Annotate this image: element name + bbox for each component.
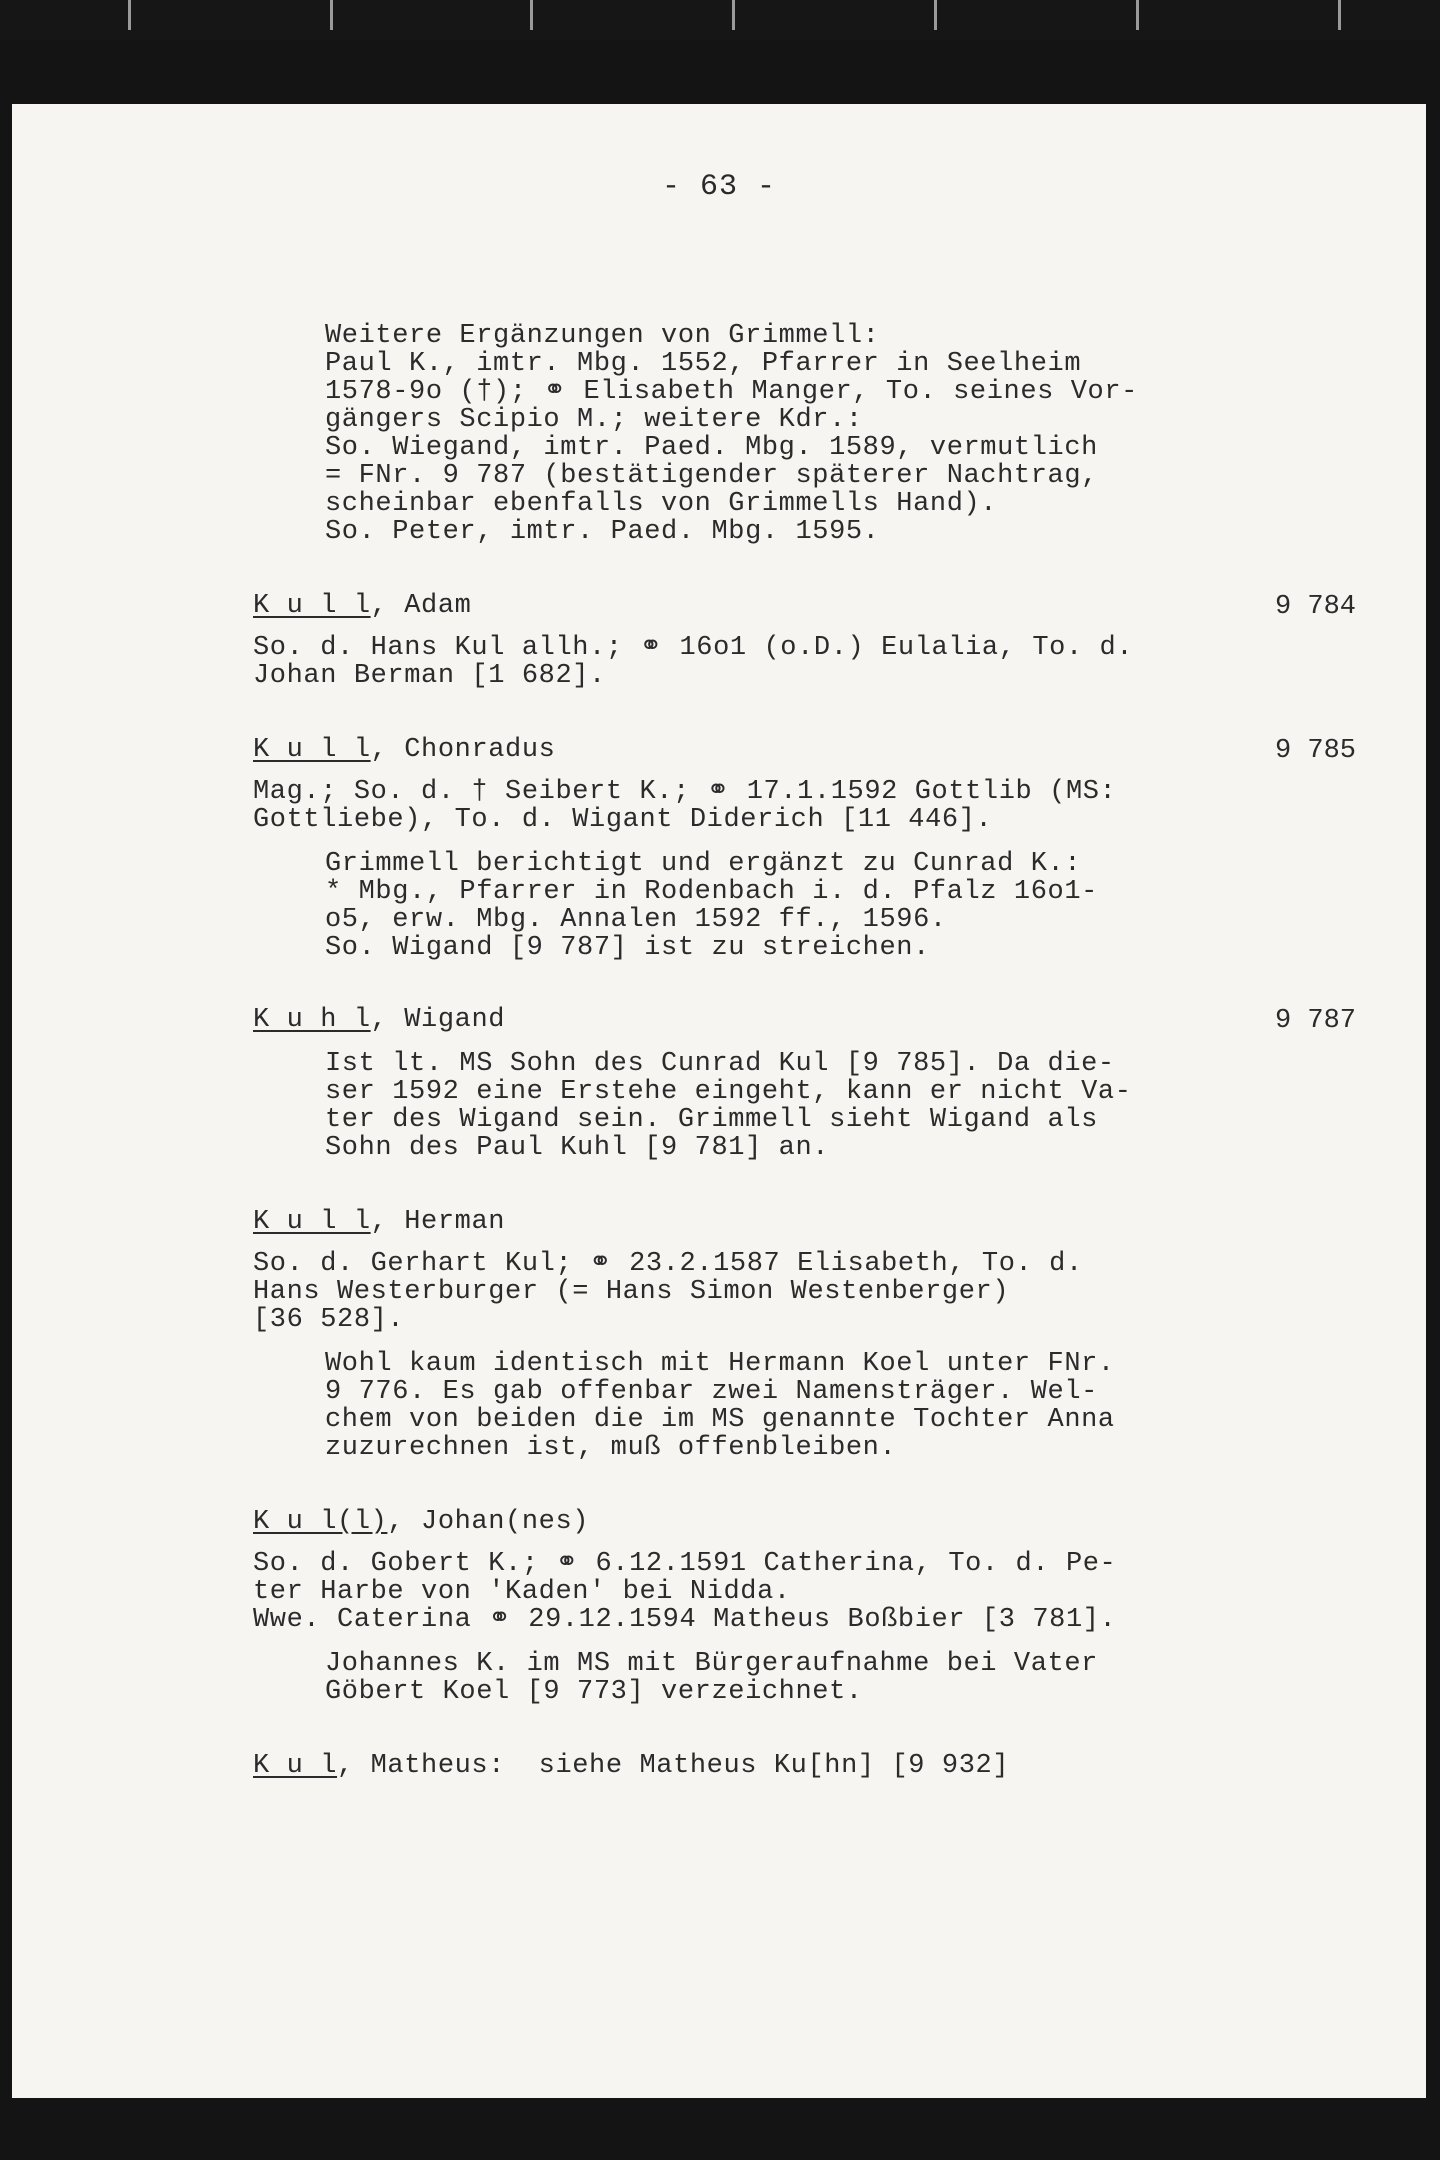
entry-fnr: 9 785 <box>1274 736 1356 766</box>
entry-fnr: 9 784 <box>1274 592 1356 622</box>
ruler-tick <box>732 0 735 30</box>
intro-line: gängers Scipio M.; weitere Kdr.: <box>325 405 863 435</box>
entry-body-line: Hans Westerburger (= Hans Simon Westenberger) <box>253 1277 1010 1307</box>
entry-body-line: Wwe. Caterina ⚭ 29.12.1594 Matheus Boßbier [3 781]. <box>253 1605 1117 1635</box>
entry-heading <box>253 736 555 764</box>
entry-note-line: Göbert Koel [9 773] verzeichnet. <box>325 1677 863 1707</box>
entry-cross-reference: , Matheus: siehe Matheus Ku[hn] [9 932] <box>337 1751 1010 1781</box>
entry-heading <box>253 1006 505 1034</box>
entry-note-line: So. Wigand [9 787] ist zu streichen. <box>325 933 930 963</box>
entry-note-line: Ist lt. MS Sohn des Cunrad Kul [9 785]. Da die- <box>325 1049 1115 1079</box>
entry-heading <box>253 592 471 620</box>
entry-heading <box>253 1752 1009 1780</box>
entry-note-line: Grimmell berichtigt und ergänzt zu Cunrad K.: <box>325 849 1082 879</box>
entry-note-line: o5, erw. Mbg. Annalen 1592 ff., 1596. <box>325 905 947 935</box>
entry-body-line: So. d. Hans Kul allh.; ⚭ 16o1 (o.D.) Eulalia, To. d. <box>253 633 1134 663</box>
entry-fnr: 9 787 <box>1274 1006 1356 1036</box>
ruler-tick <box>1136 0 1139 30</box>
entry-given-name: , Adam <box>370 591 472 621</box>
ruler-tick <box>330 0 333 30</box>
entry-note-line: Sohn des Paul Kuhl [9 781] an. <box>325 1133 830 1163</box>
entry-body-line: ter Harbe von 'Kaden' bei Nidda. <box>253 1577 791 1607</box>
intro-line: scheinbar ebenfalls von Grimmells Hand). <box>325 489 998 519</box>
entry-note-line: ter des Wigand sein. Grimmell sieht Wigand als <box>325 1105 1098 1135</box>
entry-body-line: [36 528]. <box>253 1305 405 1335</box>
entry-surname: K u l <box>253 1751 338 1781</box>
entry-body-line: Gottliebe), To. d. Wigant Diderich [11 446]. <box>253 805 993 835</box>
entry-body-line: So. d. Gerhart Kul; ⚭ 23.2.1587 Elisabeth, To. d. <box>253 1249 1083 1279</box>
entry-surname: K u l l <box>253 1207 371 1237</box>
entry-body-line: Mag.; So. d. † Seibert K.; ⚭ 17.1.1592 Gottlib (MS: <box>253 777 1117 807</box>
intro-line: Paul K., imtr. Mbg. 1552, Pfarrer in Seelheim <box>325 349 1082 379</box>
entry-body-line: Johan Berman [1 682]. <box>253 661 606 691</box>
entry-note-line: Johannes K. im MS mit Bürgeraufnahme bei Vater <box>325 1649 1098 1679</box>
entry-note-line: ser 1592 eine Erstehe eingeht, kann er nicht Va- <box>325 1077 1132 1107</box>
scanner-top-strip <box>0 0 1440 40</box>
intro-line: So. Peter, imtr. Paed. Mbg. 1595. <box>325 517 880 547</box>
ruler-tick <box>530 0 533 30</box>
entry-heading <box>253 1508 589 1536</box>
entry-given-name: , Johan(nes) <box>387 1507 590 1537</box>
intro-line: = FNr. 9 787 (bestätigender späterer Nachtrag, <box>325 461 1098 491</box>
entry-note-line: chem von beiden die im MS genannte Tochter Anna <box>325 1405 1115 1435</box>
page-number: - 63 - <box>661 170 777 204</box>
entry-note-line: * Mbg., Pfarrer in Rodenbach i. d. Pfalz 16o1- <box>325 877 1098 907</box>
entry-surname: K u l(l) <box>253 1507 388 1537</box>
entry-given-name: , Herman <box>370 1207 506 1237</box>
entry-given-name: , Wigand <box>370 1005 506 1035</box>
entry-body-line: So. d. Gobert K.; ⚭ 6.12.1591 Catherina, To. d. Pe- <box>253 1549 1117 1579</box>
entry-heading <box>253 1208 505 1236</box>
entry-surname: K u h l <box>253 1005 371 1035</box>
intro-line: So. Wiegand, imtr. Paed. Mbg. 1589, vermutlich <box>325 433 1098 463</box>
ruler-tick <box>934 0 937 30</box>
intro-line: Weitere Ergänzungen von Grimmell: <box>325 321 880 351</box>
ruler-tick <box>1338 0 1341 30</box>
entry-surname: K u l l <box>253 591 371 621</box>
entry-note-line: zuzurechnen ist, muß offenbleiben. <box>325 1433 897 1463</box>
intro-line: 1578-9o (†); ⚭ Elisabeth Manger, To. seines Vor- <box>325 377 1138 407</box>
entry-note-line: Wohl kaum identisch mit Hermann Koel unter FNr. <box>325 1349 1115 1379</box>
entry-given-name: , Chonradus <box>370 735 556 765</box>
ruler-tick <box>128 0 131 30</box>
document-page <box>12 104 1426 2098</box>
entry-note-line: 9 776. Es gab offenbar zwei Namensträger. Wel- <box>325 1377 1098 1407</box>
entry-surname: K u l l <box>253 735 371 765</box>
